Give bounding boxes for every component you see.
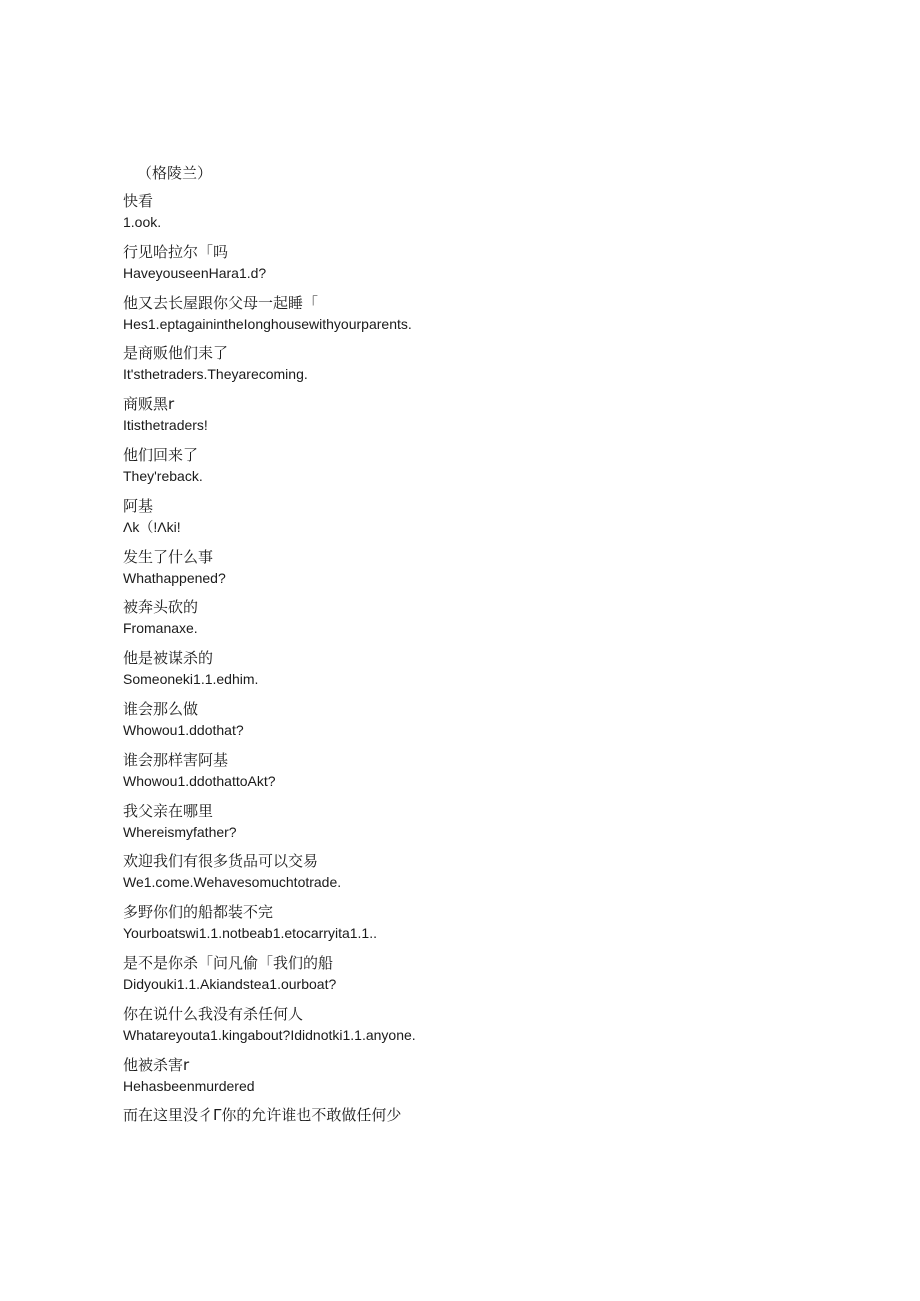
- subtitle-pair: [123, 750, 883, 801]
- chinese-line: 发生了什么事: [123, 547, 214, 566]
- chinese-line: 快看: [123, 192, 154, 210]
- chinese-line: 多野你们的船都装不完: [123, 903, 274, 922]
- subtitle-pair: [123, 191, 883, 242]
- subtitle-pair: [123, 953, 883, 1004]
- subtitle-pair: [123, 851, 883, 902]
- subtitle-pair: [123, 242, 883, 293]
- chinese-line: 是不是你杀「问凡偷「我们的船: [123, 953, 334, 972]
- english-line: Whereismyfather?: [123, 823, 237, 840]
- subtitle-pair: [123, 547, 883, 598]
- chinese-line: 他们回来了: [123, 445, 199, 464]
- english-line: Whowou1.ddothat?: [123, 721, 244, 738]
- english-line: 1.ook.: [123, 214, 162, 230]
- english-line: Whatareyouta1.kingabout?Ididnotki1.1.anyone.: [123, 1026, 416, 1043]
- document-title: （格陵兰）: [137, 164, 213, 182]
- subtitle-pair: [123, 902, 883, 953]
- english-line: Didyouki1.1.Akiandstea1.ourboat?: [123, 975, 337, 992]
- subtitle-pair: [123, 343, 883, 394]
- chinese-line: 他又去长屋跟你父母一起睡「: [123, 293, 319, 312]
- subtitle-list: [123, 191, 883, 1156]
- chinese-line: 谁会那么做: [123, 699, 199, 718]
- chinese-line: 商贩黑r: [123, 395, 175, 414]
- chinese-line: 你在说什么我没有杀任何人: [123, 1004, 304, 1023]
- chinese-line: 他被杀害r: [123, 1055, 190, 1074]
- subtitle-pair: [123, 1004, 883, 1055]
- subtitle-pair: [123, 496, 883, 547]
- english-line: We1.come.Wehavesomuchtotrade.: [123, 874, 342, 891]
- chinese-line: 阿基: [123, 496, 154, 515]
- english-line: They'reback.: [123, 467, 203, 484]
- chinese-line: 谁会那样害阿基: [123, 750, 229, 769]
- english-line: It'sthetraders.Theyarecoming.: [123, 366, 308, 383]
- english-line: Whathappened?: [123, 569, 226, 586]
- chinese-line: 他是被谋杀的: [123, 649, 214, 668]
- english-line: Yourboatswi1.1.notbeab1.etocarryita1.1..: [123, 925, 377, 942]
- english-line: HaveyouseenHara1.d?: [123, 264, 267, 281]
- subtitle-pair: [123, 293, 883, 344]
- english-line: Hehasbeenmurdered: [123, 1077, 255, 1094]
- subtitle-pair: [123, 597, 883, 648]
- subtitle-pair: [123, 1105, 883, 1156]
- subtitle-pair: [123, 394, 883, 445]
- chinese-line: 我父亲在哪里: [123, 801, 214, 820]
- subtitle-pair: [123, 1055, 883, 1106]
- subtitle-pair: [123, 699, 883, 750]
- chinese-line: 欢迎我们有很多货品可以交易: [123, 852, 319, 871]
- chinese-line: 行见哈拉尔「吗: [123, 242, 229, 261]
- english-line: Hes1.eptagainintheIonghousewithyourparents.: [123, 315, 412, 332]
- chinese-line: 而在这里没彳Γ你的允许谁也不敢做任何少: [123, 1106, 402, 1125]
- subtitle-pair: [123, 648, 883, 699]
- english-line: Λk（!Λki!: [123, 518, 181, 535]
- subtitle-pair: [123, 801, 883, 852]
- english-line: Someoneki1.1.edhim.: [123, 671, 259, 688]
- subtitle-pair: [123, 445, 883, 496]
- chinese-line: 是商贩他们耒了: [123, 344, 229, 363]
- english-line: Whowou1.ddothattoAkt?: [123, 772, 276, 789]
- english-line: Fromanaxe.: [123, 620, 198, 637]
- english-line: Itisthetraders!: [123, 417, 208, 434]
- chinese-line: 被奔头砍的: [123, 598, 199, 617]
